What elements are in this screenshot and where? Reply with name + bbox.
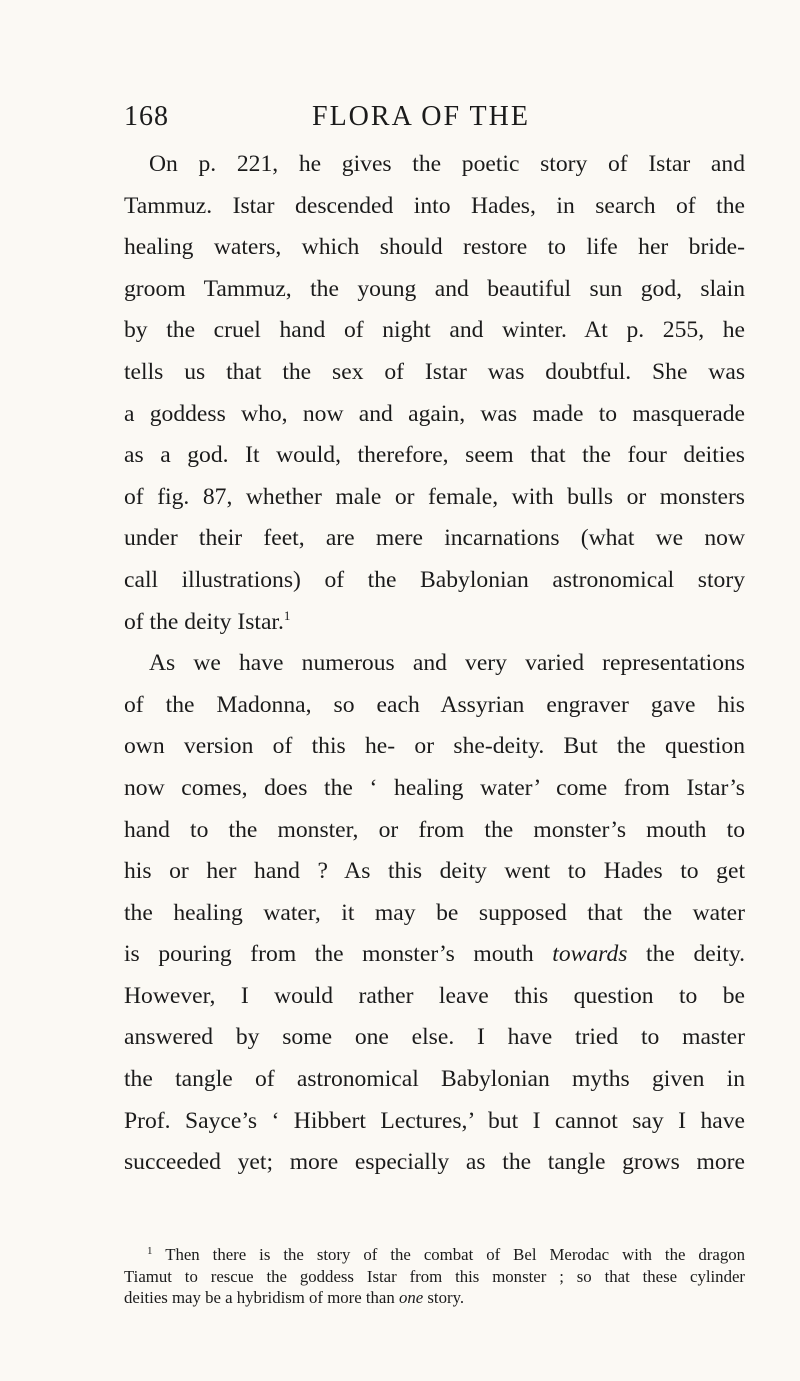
text-line: the tangle of astronomical Babylonian myths given in [124,1066,745,1093]
footnote-ref: 1 [283,607,291,623]
footnote [124,1244,745,1309]
text-fragment: of the deity Istar. [124,608,284,635]
footnote-marker: 1 [147,1245,153,1257]
text-line: On p. 221, he gives the poetic story of Istar and [149,151,745,177]
footnote-text: deities may be a hybridism of more than [124,1288,395,1307]
text-line: succeeded yet; more especially as the tangle grows more [124,1149,745,1176]
text-fragment: the deity. [646,941,746,968]
text-line: answered by some one else. I have tried to master [124,1024,745,1051]
text-line: hand to the monster, or from the monster’s mouth to [124,816,745,843]
text-line: a goddess who, now and again, was made to masquerade [124,400,745,427]
text-line: tells us that the sex of Istar was doubtful. She was [124,358,745,385]
italic-word: towards [552,941,628,968]
text-line-with-note [124,602,745,644]
text-fragment: is pouring from the monster’s mouth [124,941,534,968]
text-line: healing waters, which should restore to life her bride- [124,234,745,261]
text-line: Prof. Sayce’s ‘ Hibbert Lectures,’ but I cannot say I have [124,1107,745,1134]
text-line: Tammuz. Istar descended into Hades, in search of the [124,192,745,219]
text-line: under their feet, are mere incarnations (what we now [124,525,745,552]
text-line: call illustrations) of the Babylonian astronomical story [124,566,745,593]
body-text [124,144,745,1184]
text-line-with-italic [124,934,745,976]
text-line: of the Madonna, so each Assyrian engraver gave his [124,691,745,718]
text-line: the healing water, it may be supposed that the water [124,899,745,926]
footnote-text: Then there is the story of the combat of Bel Merodac with the dragon [165,1245,745,1264]
page-header [124,101,740,141]
text-line: of fig. 87, whether male or female, with bulls or monsters [124,483,745,510]
text-line: own version of this he- or she-deity. But the question [124,733,745,760]
page-number: 168 [124,101,169,132]
text-line: as a god. It would, therefore, seem that the four deities [124,442,745,469]
running-title: FLORA OF THE [312,101,530,132]
text-line: his or her hand ? As this deity went to Hades to get [124,858,745,885]
footnote-line [124,1287,745,1309]
text-line: However, I would rather leave this question to be [124,982,745,1009]
text-line: As we have numerous and very varied representations [149,650,745,677]
footnote-line [124,1244,745,1266]
footnote-text: story. [427,1288,465,1307]
text-line: now comes, does the ‘ healing water’ come from Istar’s [124,774,745,801]
footnote-line: Tiamut to rescue the goddess Istar from this monster ; so that these cylinder [124,1266,745,1286]
text-line: by the cruel hand of night and winter. At p. 255, he [124,317,745,344]
text-line: groom Tammuz, the young and beautiful sun god, slain [124,275,745,302]
italic-word: one [398,1288,424,1307]
